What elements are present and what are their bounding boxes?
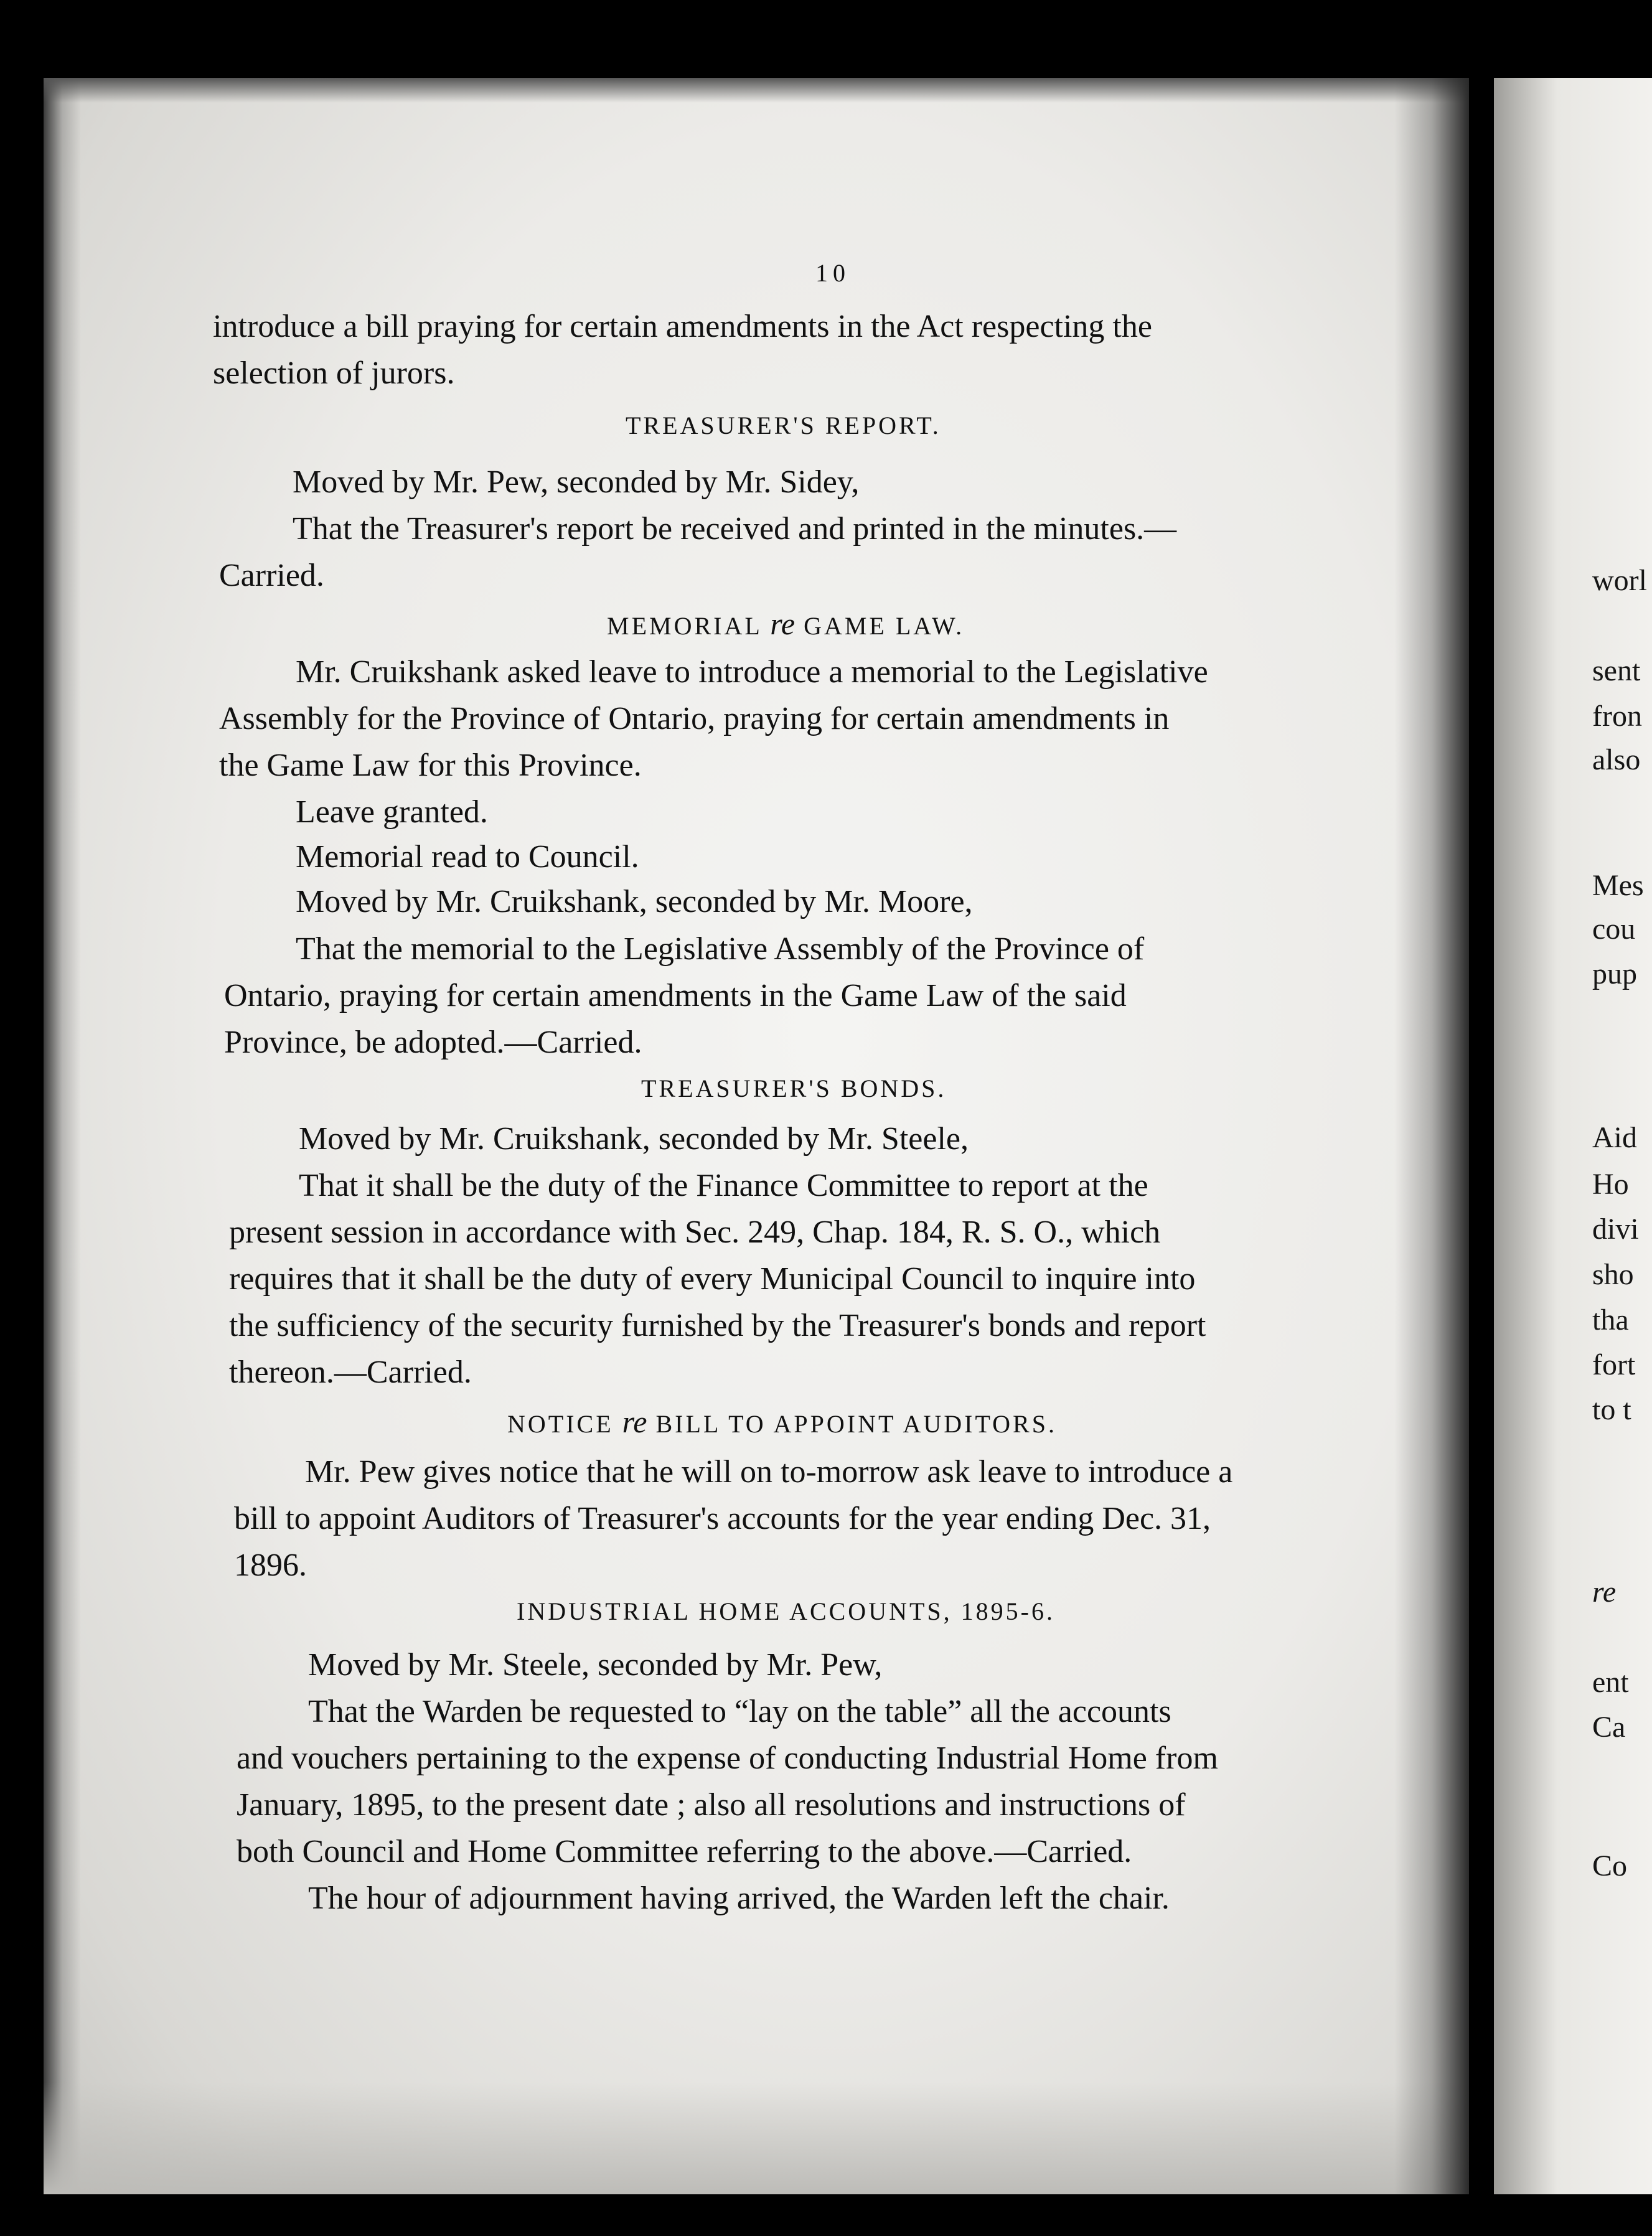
text-line: Moved by Mr. Cruikshank, seconded by Mr. Moore, (296, 884, 973, 919)
text-line: That the Warden be requested to “lay on the table” all the accounts (308, 1694, 1171, 1729)
adjacent-fragment: cou (1592, 913, 1636, 946)
adjacent-fragment: Ho (1592, 1168, 1629, 1201)
text-line: introduce a bill praying for certain amendments in the Act respecting the (213, 309, 1152, 344)
text-line: present session in accordance with Sec. 249, Chap. 184, R. S. O., which (229, 1214, 1161, 1250)
adjacent-fragment: also (1592, 743, 1641, 776)
adjacent-fragment: to t (1592, 1393, 1631, 1426)
adjacent-fragment: Aid (1592, 1121, 1637, 1154)
adjacent-fragment: sho (1592, 1258, 1634, 1291)
adjacent-fragment: fron (1592, 700, 1642, 733)
text-line: the Game Law for this Province. (219, 748, 642, 783)
text-line: Moved by Mr. Steele, seconded by Mr. Pew, (308, 1647, 883, 1683)
adjacent-fragment: Mes (1592, 869, 1644, 902)
adjacent-fragment: ent (1592, 1666, 1629, 1699)
adjacent-fragment: sent (1592, 654, 1641, 687)
text-line: Moved by Mr. Pew, seconded by Mr. Sidey, (293, 464, 860, 500)
text-line: Leave granted. (296, 794, 488, 830)
adjacent-fragment: Ca (1592, 1711, 1626, 1744)
text-line: Moved by Mr. Cruikshank, seconded by Mr. Steele, (299, 1121, 969, 1157)
text-line: Ontario, praying for certain amendments in the Game Law of the said (224, 978, 1127, 1013)
adjacent-fragment: divi (1592, 1213, 1639, 1246)
adjacent-page-edge (1494, 78, 1652, 2194)
text-line: thereon.—Carried. (229, 1355, 472, 1390)
text-line: Carried. (219, 558, 324, 593)
text-line: bill to appoint Auditors of Treasurer's accounts for the year ending Dec. 31, (234, 1501, 1211, 1536)
section-heading-memorial-game-law: MEMORIAL re GAME LAW. (607, 606, 965, 641)
text-line: Province, be adopted.—Carried. (224, 1025, 642, 1060)
section-heading-industrial-home: INDUSTRIAL HOME ACCOUNTS, 1895-6. (517, 1597, 1055, 1625)
book-gutter (1469, 50, 1494, 2210)
adjacent-fragment: Co (1592, 1849, 1628, 1882)
section-heading-notice-auditors: NOTICE re BILL TO APPOINT AUDITORS. (507, 1404, 1057, 1439)
page-text (44, 78, 1469, 2194)
text-line: 1896. (234, 1548, 307, 1583)
adjacent-fragment: tha (1592, 1304, 1629, 1336)
adjacent-fragment: worl (1592, 564, 1647, 597)
adjacent-fragment: fort (1592, 1348, 1636, 1381)
text-line: That the Treasurer's report be received and printed in the minutes.— (293, 511, 1177, 547)
text-line: January, 1895, to the present date ; also all resolutions and instructions of (237, 1787, 1186, 1823)
text-line: Memorial read to Council. (296, 839, 639, 875)
adjacent-fragment: pup (1592, 957, 1637, 990)
text-line: and vouchers pertaining to the expense of conducting Industrial Home from (237, 1740, 1218, 1776)
page-number: 10 (815, 259, 850, 287)
text-line: Mr. Cruikshank asked leave to introduce a memorial to the Legislative (296, 654, 1208, 690)
text-line: the sufficiency of the security furnished by the Treasurer's bonds and report (229, 1308, 1206, 1343)
text-line: That the memorial to the Legislative Assembly of the Province of (296, 931, 1145, 967)
text-line: That it shall be the duty of the Finance Committee to report at the (299, 1168, 1148, 1203)
text-line: requires that it shall be the duty of every Municipal Council to inquire into (229, 1261, 1196, 1297)
section-heading-treasurers-bonds: TREASURER'S BONDS. (641, 1074, 947, 1102)
text-line: both Council and Home Committee referring to the above.—Carried. (237, 1834, 1132, 1869)
book-page (44, 78, 1469, 2194)
text-line: Assembly for the Province of Ontario, praying for certain amendments in (219, 701, 1170, 736)
section-heading-treasurers-report: TREASURER'S REPORT. (626, 411, 941, 439)
adjacent-fragment: re (1592, 1576, 1617, 1609)
text-line: The hour of adjournment having arrived, the Warden left the chair. (308, 1881, 1170, 1916)
text-line: Mr. Pew gives notice that he will on to-morrow ask leave to introduce a (305, 1454, 1233, 1490)
text-line: selection of jurors. (213, 355, 455, 391)
